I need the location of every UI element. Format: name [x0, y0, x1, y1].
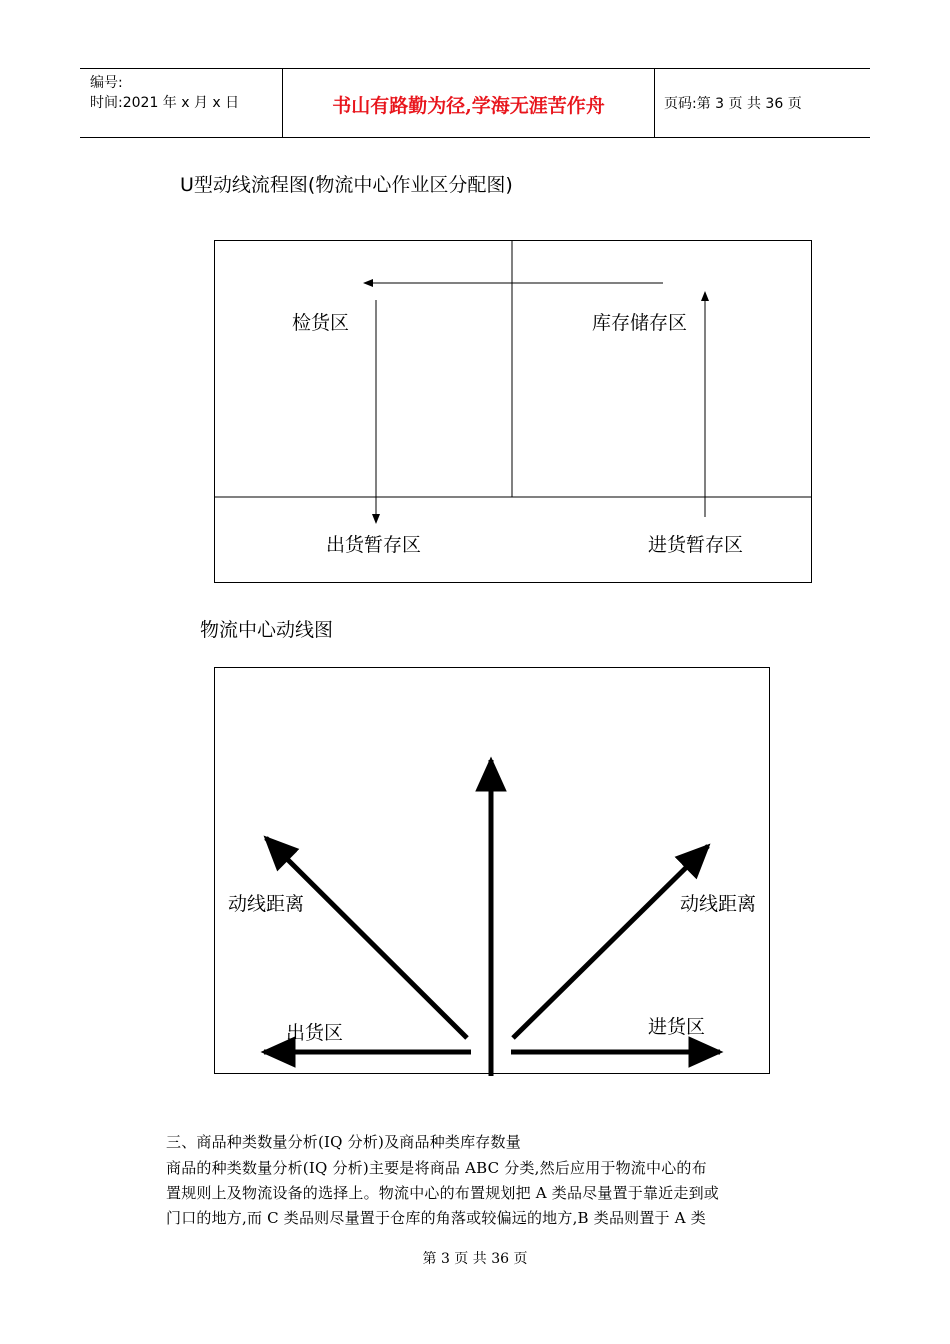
page-info: 页码:第 3 页 共 36 页 — [664, 96, 802, 112]
paragraph-line: 商品的种类数量分析(IQ 分析)主要是将商品 ABC 分类,然后应用于物流中心的布 — [166, 1159, 707, 1177]
document-number-label: 编号: — [90, 75, 123, 91]
section-heading: 三、商品种类数量分析(IQ 分析)及商品种类库存数量 — [166, 1133, 521, 1151]
figure1-title: U型动线流程图(物流中心作业区分配图) — [180, 174, 513, 196]
diagonal-left-arrow — [266, 838, 467, 1038]
inbound-staging-label: 进货暂存区 — [648, 534, 744, 556]
date-line: 时间:2021 年 x 月 x 日 — [90, 95, 240, 111]
page-footer: 第 3 页 共 36 页 — [422, 1251, 528, 1267]
flow-distance-label-left: 动线距离 — [228, 893, 305, 915]
inspection-area-label: 检货区 — [292, 312, 350, 334]
storage-area-label: 库存储存区 — [592, 312, 688, 334]
diagonal-right-arrow — [513, 846, 708, 1038]
motto-text: 书山有路勤为径,学海无涯苦作舟 — [332, 95, 605, 117]
paragraph-line: 门口的地方,而 C 类品则尽量置于仓库的角落或较偏远的地方,B 类品则置于 A 类 — [166, 1209, 706, 1227]
figure2-title: 物流中心动线图 — [200, 619, 334, 641]
paragraph-line: 置规则上及物流设备的选择上。物流中心的布置规划把 A 类品尽量置于靠近走到或 — [166, 1184, 719, 1202]
outbound-staging-label: 出货暂存区 — [326, 534, 422, 556]
inbound-area-label: 进货区 — [648, 1016, 706, 1038]
flow-distance-label-right: 动线距离 — [680, 893, 757, 915]
outbound-area-label: 出货区 — [286, 1022, 344, 1044]
